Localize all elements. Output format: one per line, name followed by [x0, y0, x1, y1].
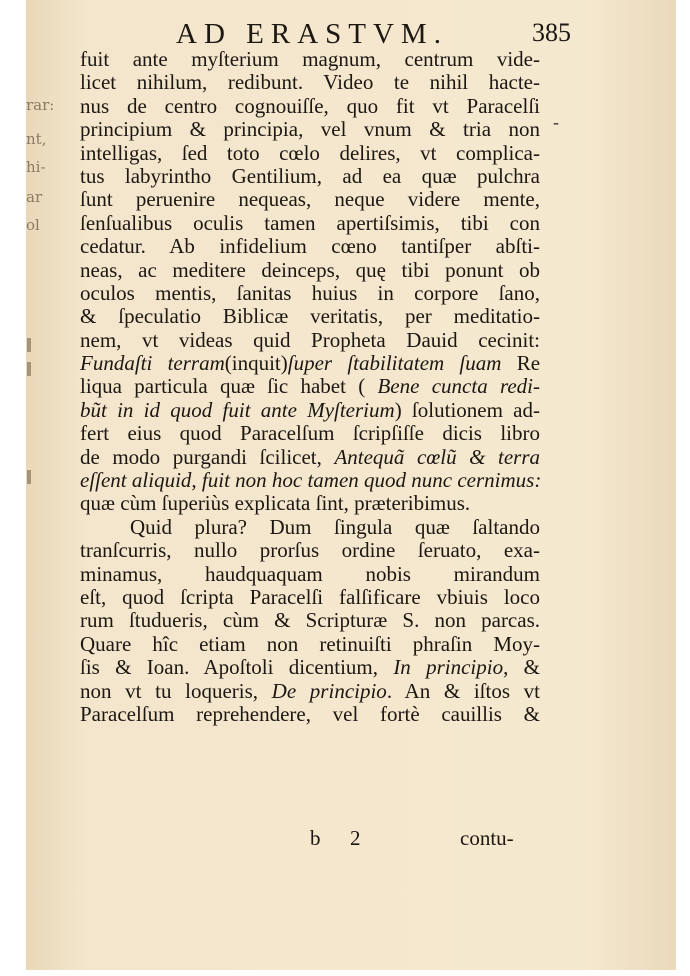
body-text: [80, 48, 540, 726]
italic-text: Fundaſti terram: [80, 351, 225, 376]
text-run: ſenſualibus oculis tamen apertiſsimis, tibi con: [80, 210, 540, 235]
text-line: [80, 188, 540, 211]
text-line: [80, 118, 540, 141]
text-run: . An & iſtos vt: [386, 678, 541, 703]
text-run: cedatur. Ab infidelium cœno tantiſper abſti-: [80, 234, 540, 259]
text-run: intelligas, ſed toto cœlo delires, vt complica-: [80, 140, 540, 165]
text-run: Paracelſum reprehendere, vel fortè cauillis &: [80, 701, 540, 726]
text-line: [80, 329, 540, 352]
text-line: [80, 422, 540, 445]
text-run: quæ cùm ſuperiùs explicata ſint, præteribimus.: [80, 491, 471, 516]
text-line: [80, 586, 540, 609]
bleed-text: ol: [26, 216, 40, 234]
text-line: [80, 375, 540, 398]
text-run: liqua particula quæ ſic habet (: [80, 374, 378, 399]
running-head: AD ERASTVM.: [176, 18, 448, 50]
text-line: [80, 352, 540, 375]
signature-number: 2: [350, 826, 361, 850]
signature-mark: b: [310, 826, 321, 850]
italic-text: In principio: [393, 655, 504, 680]
text-run: de modo purgandi ſcilicet,: [80, 444, 335, 469]
text-run: nus de centro cognouiſſe, quo fit vt Paracelſi: [80, 93, 540, 118]
gutter-bleed-through: [26, 0, 56, 970]
text-run: ) ſolutionem ad-: [394, 397, 540, 422]
text-run: oculos mentis, ſanitas huius in corpore ſano,: [80, 280, 540, 305]
text-run: fert eius quod Paracelſum ſcripſiſſe dicis libro: [80, 421, 540, 446]
text-line: [80, 609, 540, 632]
text-run: , &: [503, 655, 540, 680]
text-run: minamus, haudquaquam nobis mirandum: [80, 561, 540, 586]
text-line: [80, 165, 540, 188]
italic-text: Bene cuncta redi-: [377, 374, 540, 399]
text-run: principium & principia, vel vnum & tria non: [80, 117, 540, 142]
text-line: [80, 656, 540, 679]
text-line: [80, 703, 540, 726]
text-line: [80, 399, 540, 422]
text-line: [80, 235, 540, 258]
italic-text: De principio: [271, 678, 387, 703]
catchword: contu-: [460, 826, 514, 850]
text-run: eſt, quod ſcripta Paracelſi falſificare vbiuis loco: [80, 584, 540, 609]
italic-text: eſſent aliquid, fuit non hoc tamen quod nunc cernimus:: [80, 468, 542, 493]
text-run: rum ſtudueris, cùm & Scripturæ S. non parcas.: [80, 608, 540, 633]
text-line: [80, 259, 540, 282]
text-run: fuit ante myſterium magnum, centrum vide-: [80, 47, 540, 71]
italic-text: ſuper ſtabilitatem ſuam: [287, 351, 502, 376]
text-run: ſunt peruenire nequeas, neque videre mente,: [80, 187, 540, 212]
text-run: nem, vt videas quid Propheta Dauid cecinit:: [80, 327, 540, 352]
text-line: [80, 469, 540, 492]
bleed-text: ar: [26, 188, 43, 206]
page-number: 385: [532, 18, 571, 47]
text-line: [80, 563, 540, 586]
bleed-text: nt,: [26, 130, 47, 148]
italic-text: Antequã cœlũ & terra: [334, 444, 541, 469]
text-line: [80, 305, 540, 328]
text-line: [80, 212, 540, 235]
text-run: tranſcurris, nullo prorſus ordine ſeruato, exa-: [80, 538, 540, 563]
text-run: Re: [501, 351, 541, 376]
text-line: [80, 680, 540, 703]
text-run: Quare hîc etiam non retinuiſti phraſin Moy-: [80, 631, 540, 656]
text-run: licet nihilum, redibunt. Video te nihil hacte-: [80, 70, 540, 95]
text-run: & ſpeculatio Biblicæ veritatis, per meditatio-: [80, 304, 540, 329]
text-line: [80, 142, 540, 165]
text-run: neas, ac meditere deinceps, quę tibi ponunt ob: [80, 257, 540, 282]
bleed-mark: [27, 362, 31, 376]
text-line: [80, 516, 540, 539]
text-run: (inquit): [224, 351, 288, 376]
text-run: Quid plura? Dum ſingula quæ ſaltando: [130, 514, 540, 539]
text-line: [80, 282, 540, 305]
text-run: non vt tu loqueris,: [80, 678, 272, 703]
book-page: [26, 0, 676, 970]
bleed-mark: [27, 338, 31, 352]
text-run: ſis & Ioan. Apoſtoli dicentium,: [80, 655, 394, 680]
bleed-mark: [27, 470, 31, 484]
text-line: [80, 633, 540, 656]
bleed-text: rar:: [26, 96, 55, 114]
text-line: [80, 539, 540, 562]
text-line: [80, 48, 540, 71]
margin-mark: -: [553, 112, 559, 132]
text-run: tus labyrintho Gentilium, ad ea quæ pulchra: [80, 163, 540, 188]
italic-text: bũt in id quod fuit ante Myſterium: [80, 397, 395, 422]
text-line: [80, 71, 540, 94]
text-line: [80, 446, 540, 469]
text-line: [80, 492, 540, 515]
bleed-text: hi-: [26, 158, 46, 176]
text-line: [80, 95, 540, 118]
